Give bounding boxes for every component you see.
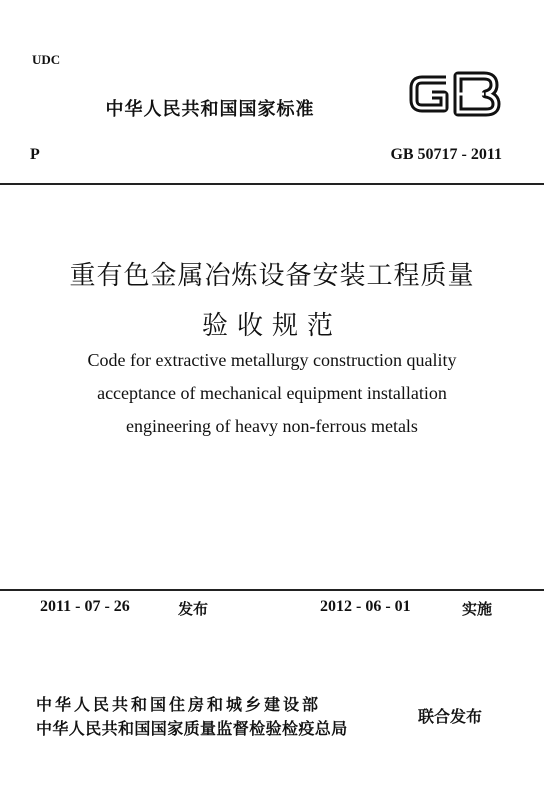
- issue-label: 发布: [178, 600, 209, 618]
- publisher-1: 中华人民共和国住房和城乡建设部: [36, 695, 322, 714]
- divider-top: [0, 183, 544, 185]
- joint-publish-label: 联合发布: [418, 707, 483, 726]
- gb-logo: [406, 70, 502, 118]
- issue-date: 2011 - 07 - 26: [40, 598, 130, 615]
- title-en-line1: Code for extractive metallurgy construction quality: [87, 350, 457, 370]
- category-code: P: [30, 146, 40, 163]
- divider-bottom: [0, 589, 544, 591]
- implement-label: 实施: [462, 600, 493, 618]
- implement-date: 2012 - 06 - 01: [320, 598, 411, 615]
- title-cn-line1: 重有色金属冶炼设备安装工程质量: [69, 261, 475, 291]
- title-en-line3: engineering of heavy non-ferrous metals: [126, 416, 418, 436]
- standard-type: 中华人民共和国国家标准: [105, 99, 315, 120]
- publisher-2: 中华人民共和国国家质量监督检验检疫总局: [36, 719, 348, 738]
- title-cn-line2: 验收规范: [201, 311, 342, 341]
- udc-label: UDC: [32, 52, 61, 67]
- title-en-line2: acceptance of mechanical equipment installation: [97, 383, 447, 403]
- standard-number: GB 50717 - 2011: [390, 146, 502, 163]
